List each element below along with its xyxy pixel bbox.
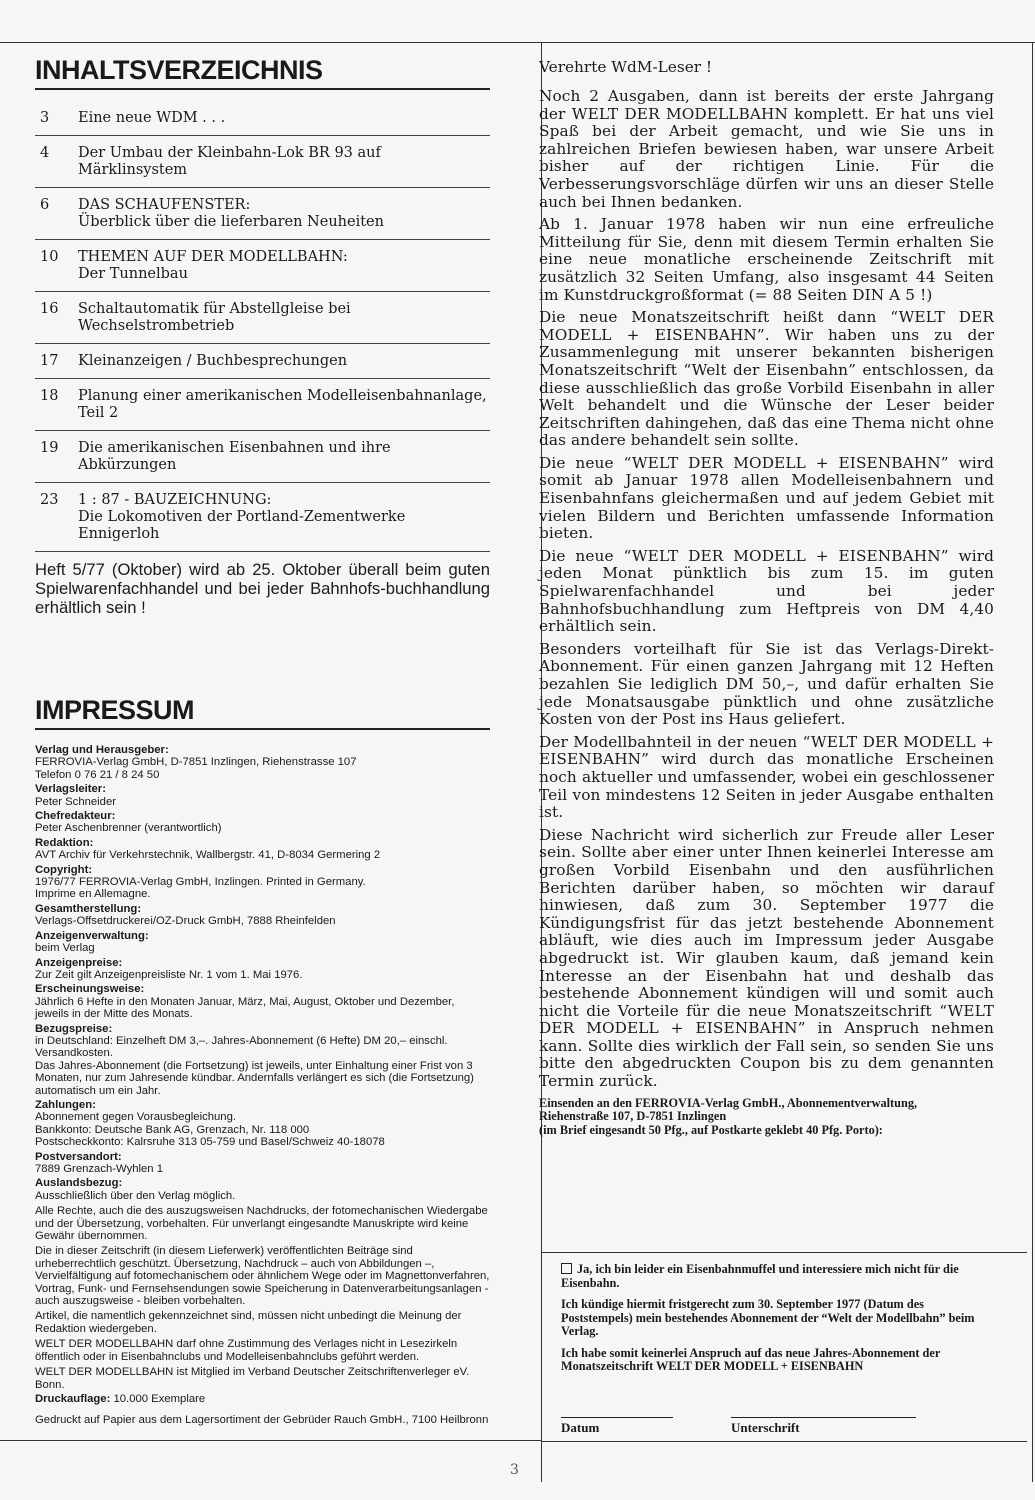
toc-entry-text: Kleinanzeigen / Buchbesprechungen	[78, 353, 348, 369]
impressum-section	[35, 695, 490, 1427]
impressum-block	[35, 744, 490, 781]
impressum-value: Peter Schneider	[35, 795, 117, 808]
right-rule	[1032, 42, 1033, 1482]
toc-page-number: 10	[40, 249, 59, 265]
toc-page-number: 3	[40, 110, 50, 126]
impressum-value: Zur Zeit gilt Anzeigenpreisliste Nr. 1 vom 1. Mai 1976.	[35, 968, 303, 981]
impressum-block	[35, 903, 490, 928]
impressum-label: Verlag und Herausgeber:	[35, 744, 169, 756]
toc-list	[35, 90, 490, 552]
letter-paragraph: Noch 2 Ausgaben, dann ist bereits der erste Jahrgang der WELT DER MODELLBAHN komplett. Er hat uns viel Spaß bei der Arbeit gemacht, und wie Sie uns in zahlreichen Briefen bewiesen haben, war unsere Arbeit bisher auf der richtigen Linie. Für die Verbesserungsvorschläge dürfen wir uns an dieser Stelle auch bei Ihnen bedanken.	[539, 87, 994, 211]
impressum-title: IMPRESSUM	[35, 695, 490, 730]
coupon-option-text: Ja, ich bin leider ein Eisenbahnmuffel und interessiere mich nicht für die Eisenbahn.	[561, 1262, 959, 1290]
toc-entry-text: THEMEN AUF DER MODELLBAHN: Der Tunnelbau	[78, 249, 348, 282]
impressum-label: Anzeigenverwaltung:	[35, 929, 149, 942]
impressum-value: AVT Archiv für Verkehrstechnik, Wallbergstr. 41, D-8034 Germering 2	[35, 849, 381, 862]
letter-paragraph: Die neue Monatszeitschrift heißt dann “WELT DER MODELL + EISENBAHN”. Wir haben uns zu der Zusammenlegung mit unserer bekannten bisherigen Monatszeitschrift “Welt der Eisenbahn” entschlossen, da diese ausschließlich das große Vorbild Eisenbahn in aller Welt behandelt und die Wünsche der Leser beider Zeitschriften dahingehen, daß das eine Thema nicht ohne das andere behandelt sein sollte.	[539, 308, 994, 450]
impressum-value: Abonnement gegen Vorausbegleichung. Bankkonto: Deutsche Bank AG, Grenzach, Nr. 118 000 Postscheckkonto: Kalrsruhe 313 05-759 und Basel/Schweiz 40-18078	[35, 1111, 385, 1149]
impressum-block	[35, 783, 490, 808]
coupon-form	[541, 1252, 1027, 1442]
druckauflage-label: Druckauflage:	[35, 1392, 111, 1405]
letter-paragraph: Besonders vorteilhaft für Sie ist das Verlags-Direkt-Abonnement. Für einen ganzen Jahrgang mit 12 Heften bezahlen Sie lediglich DM 50,–, und dafür erhalten Sie jede Monatsausgabe pünktlich und ohne zusätzliche Kosten von der Post ins Haus geliefert.	[539, 639, 994, 729]
next-issue-note: Heft 5/77 (Oktober) wird ab 25. Oktober überall beim guten Spielwarenfachhandel und bei jeder Bahnhofs-buchhandlung erhältlich sein !	[35, 560, 490, 617]
toc-entry-text: DAS SCHAUFENSTER: Überblick über die lieferbaren Neuheiten	[78, 197, 384, 230]
toc-entry-text: 1 : 87 - BAUZEICHNUNG: Die Lokomotiven der Portland-Zementwerke Ennigerloh	[78, 492, 406, 542]
letter-paragraph: Die neue “WELT DER MODELL + EISENBAHN” wird somit ab Januar 1978 allen Modelleisenbahnern und Eisenbahnfans gleichermaßen und auf jedem Gebiet mit vielen Bildern und Berichten umfassende Information bieten.	[539, 453, 994, 543]
impressum-body	[35, 744, 490, 1427]
impressum-label: Redaktion:	[35, 836, 94, 849]
toc-entry-text: Planung einer amerikanischen Modelleisenbahnanlage, Teil 2	[78, 388, 487, 421]
impressum-paragraph: WELT DER MODELLBAHN ist Mitglied im Verband Deutscher Zeitschriftenverleger eV. Bonn.	[35, 1366, 470, 1391]
toc-entry-text: Schaltautomatik für Abstellgleise bei Wechselstrombetrieb	[78, 301, 351, 334]
impressum-paragraph: Die in dieser Zeitschrift (in diesem Lieferwerk) veröffentlichten Beiträge sind urheberrechtlich geschützt. Übersetzung, Nachdruck – auch von Abbildungen –, Vervielfältigung auf fotomechanischem oder ähnlichem Wege oder im Magnettonverfahren, Vortrag, Funk- und Fernsehsendungen sowie Speicherung in Datenverarbeitungsanlagen - auch auszugsweise - bleiben vorbehalten.	[35, 1245, 490, 1308]
top-rule	[0, 42, 1035, 43]
impressum-value: 7889 Grenzach-Wyhlen 1	[35, 1163, 164, 1175]
toc-entry-text: Die amerikanischen Eisenbahnen und ihre Abkürzungen	[78, 440, 391, 473]
toc-entry-text: Der Umbau der Kleinbahn-Lok BR 93 auf Märklinsystem	[78, 145, 381, 178]
impressum-block	[35, 810, 490, 835]
signature-field[interactable]: Unterschrift	[731, 1417, 916, 1435]
druckauflage	[35, 1393, 490, 1405]
druckauflage-value: 10.000 Exemplare	[113, 1392, 206, 1405]
right-column	[539, 58, 994, 1137]
coupon-option	[561, 1263, 976, 1290]
letter-paragraph: Die neue “WELT DER MODELL + EISENBAHN” wird jeden Monat pünktlich bis zum 15. im guten Spielwarenfachhandel und bei jeder Bahnhofsbuchhandlung zum Heftpreis von DM 4,40 erhältlich sein.	[539, 546, 994, 636]
impressum-block	[35, 983, 490, 1020]
impressum-block	[35, 1023, 490, 1097]
coupon-header: Einsenden an den FERROVIA-Verlag GmbH., Abonnementverwaltung, Riehenstraße 107, D-7851 Inzlingen (im Brief eingesandt 50 Pfg., auf Postkarte geklebt 40 Pfg. Porto):	[539, 1095, 918, 1137]
coupon-cancel-text: Ich kündige hiermit fristgerecht zum 30. September 1977 (Datum des Poststempels) mein bestehendes Abonnement der “Welt der Modellbahn” beim Verlag.	[561, 1297, 975, 1338]
impressum-label: Erscheinungsweise:	[35, 983, 145, 996]
toc-item	[35, 483, 490, 552]
toc-page-number: 6	[40, 197, 50, 213]
letter-greeting: Verehrte WdM-Leser !	[539, 58, 713, 76]
toc-page-number: 19	[40, 440, 59, 456]
toc-item	[35, 292, 490, 344]
impressum-label: Auslandsbezug:	[35, 1177, 123, 1190]
letter-paragraph: Ab 1. Januar 1978 haben wir nun eine erfreuliche Mitteilung für Sie, denn mit diesem Termin erhalten Sie eine neue monatliche erscheinende Zeitschrift mit zusätzlich 32 Seiten Umfang, also insgesamt 44 Seiten im Kunstdruckgroßformat (= 88 Seiten DIN A 5 !)	[539, 215, 994, 304]
impressum-paragraph: Alle Rechte, auch die des auszugsweisen Nachdrucks, der fotomechanischen Wiedergabe und der Übersetzung, vorbehalten. Für unverlangt eingesandte Manuskripte wird keine Gewähr übernommen.	[35, 1205, 488, 1243]
toc-item	[35, 344, 490, 379]
impressum-block	[35, 930, 490, 955]
impressum-block	[35, 1177, 490, 1202]
impressum-label: Anzeigenpreise:	[35, 956, 123, 969]
toc-page-number: 4	[40, 145, 50, 161]
impressum-block	[35, 1099, 490, 1149]
impressum-value: beim Verlag	[35, 942, 95, 955]
paper-note: Gedruckt auf Papier aus dem Lagersortiment der Gebrüder Rauch GmbH., 7100 Heilbronn	[35, 1414, 489, 1427]
toc-title: INHALTSVERZEICHNIS	[35, 55, 490, 90]
impressum-label: Bezugspreise:	[35, 1022, 113, 1035]
impressum-label: Copyright:	[35, 863, 93, 876]
impressum-value: in Deutschland: Einzelheft DM 3,–. Jahres-Abonnement (6 Hefte) DM 20,– einschl. Versandkosten. Das Jahres-Abonnement (die Fortsetzung) ist jeweils, unter Einhaltung einer Frist von 3 Monaten, nur zum Jahresende kündbar. Andernfalls verlängert es sich (die Fortsetzung) automatisch um ein Jahr.	[35, 1034, 474, 1097]
checkbox-icon[interactable]	[561, 1263, 572, 1274]
impressum-paragraph: WELT DER MODELLBAHN darf ohne Zustimmung des Verlages nicht in Lesezirkeln öffentlich oder in Eisenbahnclubs und Modelleisenbahnclubs geführt werden.	[35, 1338, 458, 1363]
impressum-value: Verlags-Offsetdruckerei/OZ-Druck GmbH, 7888 Rheinfelden	[35, 915, 336, 928]
toc-entry-text: Eine neue WDM . . .	[78, 110, 226, 126]
impressum-value: FERROVIA-Verlag GmbH, D-7851 Inzlingen, Riehenstrasse 107 Telefon 0 76 21 / 8 24 50	[35, 756, 357, 781]
impressum-block	[35, 1151, 490, 1176]
page-number: 3	[510, 1462, 519, 1478]
letter-body	[539, 88, 994, 1091]
toc-item	[35, 431, 490, 483]
impressum-block	[35, 837, 490, 862]
toc-page-number: 17	[40, 353, 59, 369]
toc-item	[35, 136, 490, 188]
toc-item	[35, 379, 490, 431]
date-field[interactable]: Datum	[561, 1417, 673, 1435]
impressum-label: Postversandort:	[35, 1150, 122, 1163]
impressum-label: Zahlungen:	[35, 1098, 96, 1111]
toc-item	[35, 90, 490, 136]
letter-paragraph: Diese Nachricht wird sicherlich zur Freude aller Leser sein. Sollte aber einer unter Ihnen keinerlei Interesse am großen Vorbild Eisenbahn und den ausführlichen Berichten darüber haben, so möchten wir darauf hinwiesen, daß zum 30. September 1977 die Kündigungsfrist für das jetzt bestehende Abonnement abläuft, wie dies auch im Impressum jeder Ausgabe abgedruckt ist. Wir glauben kaum, daß jemand kein Interesse an der Eisenbahn hat und deshalb das bestehende Abonnement kündigen will und somit auch nicht die Vorteile für die neue Monatszeitschrift “WELT DER MODELL + EISENBAHN” in Anspruch nehmen kann. Sollte dies wirklich der Fall sein, so senden Sie uns bitte den abgedruckten Coupon bis zu dem genannten Termin zurück.	[539, 825, 994, 1091]
impressum-block	[35, 957, 490, 982]
impressum-value: Ausschließlich über den Verlag möglich.	[35, 1189, 236, 1202]
impressum-label: Verlagsleiter:	[35, 783, 106, 796]
toc-page-number: 18	[40, 388, 59, 404]
toc-item	[35, 240, 490, 292]
toc-page-number: 16	[40, 301, 59, 317]
impressum-label: Gesamtherstellung:	[35, 902, 142, 915]
impressum-paragraph: Artikel, die namentlich gekennzeichnet sind, müssen nicht unbedingt die Meinung der Redaktion wiedergeben.	[35, 1310, 462, 1335]
toc-item	[35, 188, 490, 240]
left-column	[35, 55, 490, 1427]
impressum-block	[35, 864, 490, 901]
toc-page-number: 23	[40, 492, 59, 508]
impressum-label: Chefredakteur:	[35, 810, 116, 823]
coupon-claim-text: Ich habe somit keinerlei Anspruch auf das neue Jahres-Abonnement der Monatszeitschrift WELT DER MODELL + EISENBAHN	[561, 1345, 941, 1373]
impressum-value: Jährlich 6 Hefte in den Monaten Januar, März, Mai, August, Oktober und Dezember, jeweils in der Mitte des Monats.	[35, 995, 455, 1021]
impressum-value: 1976/77 FERROVIA-Verlag GmbH, Inzlingen. Printed in Germany. Imprime en Allemagne.	[35, 876, 366, 901]
impressum-value: Peter Aschenbrenner (verantwortlich)	[35, 822, 222, 835]
bottom-rule	[0, 1440, 541, 1441]
letter-paragraph: Der Modellbahnteil in der neuen “WELT DER MODELL + EISENBAHN” wird durch das monatliche Erscheinen noch aktueller und umfassender, wobei ein geschlossener Teil von mindestens 12 Seiten in jeder Ausgabe enthalten ist.	[539, 732, 994, 822]
